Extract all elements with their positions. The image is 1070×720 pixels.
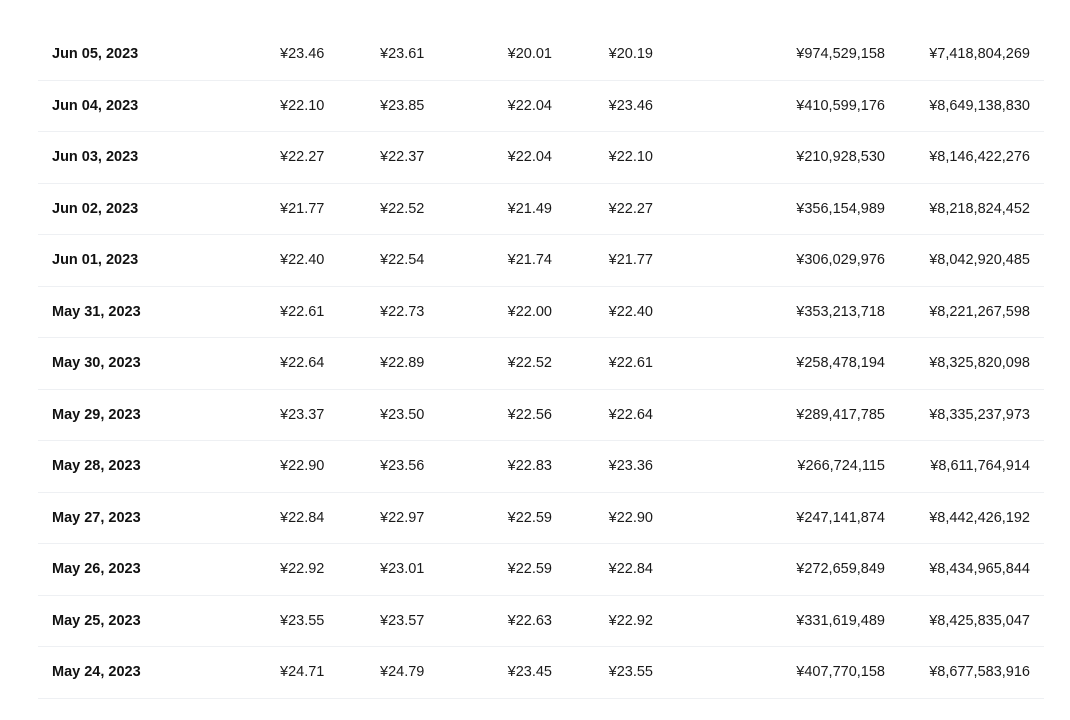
open-price-cell: ¥22.27 — [280, 149, 325, 165]
volume-cell: ¥247,141,874 — [796, 509, 885, 526]
high-price-cell: ¥22.73 — [380, 303, 425, 320]
market-cap-cell: ¥8,146,422,276 — [929, 149, 1030, 165]
table-row — [38, 235, 1044, 287]
open-price-cell: ¥24.71 — [280, 664, 325, 680]
close-price-cell: ¥23.36 — [608, 458, 653, 474]
market-cap-cell: ¥8,425,835,047 — [929, 612, 1030, 629]
volume-cell: ¥353,213,718 — [796, 303, 885, 320]
high-price-cell: ¥23.01 — [380, 561, 425, 577]
high-price-cell: ¥24.79 — [380, 664, 425, 680]
date-cell: Jun 01, 2023 — [52, 252, 139, 268]
low-price-cell: ¥22.04 — [507, 97, 552, 114]
volume-cell: ¥306,029,976 — [796, 252, 885, 268]
close-price-cell: ¥22.61 — [608, 355, 653, 371]
date-cell: Jun 04, 2023 — [52, 97, 139, 114]
low-price-cell: ¥22.63 — [507, 612, 552, 629]
volume-cell: ¥272,659,849 — [796, 561, 885, 577]
low-price-cell: ¥22.00 — [507, 303, 552, 320]
volume-cell: ¥356,154,989 — [796, 200, 885, 217]
date-cell: May 27, 2023 — [52, 509, 141, 526]
close-price-cell: ¥22.84 — [608, 561, 653, 577]
table-row — [38, 390, 1044, 442]
low-price-cell: ¥21.49 — [507, 200, 552, 217]
low-price-cell: ¥22.83 — [507, 458, 552, 474]
high-price-cell: ¥22.54 — [380, 252, 425, 268]
volume-cell: ¥407,770,158 — [796, 664, 885, 680]
close-price-cell: ¥22.40 — [608, 303, 653, 320]
market-cap-cell: ¥8,434,965,844 — [929, 561, 1030, 577]
market-cap-cell: ¥8,218,824,452 — [929, 200, 1030, 217]
table-row — [38, 184, 1044, 236]
close-price-cell: ¥20.19 — [608, 46, 653, 62]
open-price-cell: ¥22.61 — [280, 303, 325, 320]
table-row — [38, 338, 1044, 390]
table-row — [38, 441, 1044, 493]
volume-cell: ¥289,417,785 — [796, 406, 885, 423]
historical-data-table — [38, 29, 1044, 699]
date-cell: May 31, 2023 — [52, 303, 141, 320]
volume-cell: ¥974,529,158 — [796, 46, 885, 62]
table-row — [38, 132, 1044, 184]
low-price-cell: ¥22.04 — [507, 149, 552, 165]
low-price-cell: ¥21.74 — [507, 252, 552, 268]
market-cap-cell: ¥8,042,920,485 — [929, 252, 1030, 268]
close-price-cell: ¥22.27 — [608, 200, 653, 217]
open-price-cell: ¥22.64 — [280, 355, 325, 371]
market-cap-cell: ¥8,335,237,973 — [929, 406, 1030, 423]
low-price-cell: ¥22.52 — [507, 355, 552, 371]
open-price-cell: ¥22.84 — [280, 509, 325, 526]
high-price-cell: ¥23.56 — [380, 458, 425, 474]
market-cap-cell: ¥8,677,583,916 — [929, 664, 1030, 680]
open-price-cell: ¥22.90 — [280, 458, 325, 474]
table-row — [38, 596, 1044, 648]
market-cap-cell: ¥7,418,804,269 — [929, 46, 1030, 62]
low-price-cell: ¥23.45 — [507, 664, 552, 680]
open-price-cell: ¥23.46 — [280, 46, 325, 62]
date-cell: May 28, 2023 — [52, 458, 141, 474]
date-cell: Jun 02, 2023 — [52, 200, 139, 217]
table-row — [38, 81, 1044, 133]
open-price-cell: ¥22.40 — [280, 252, 325, 268]
volume-cell: ¥331,619,489 — [796, 612, 885, 629]
close-price-cell: ¥22.90 — [608, 509, 653, 526]
close-price-cell: ¥23.55 — [608, 664, 653, 680]
high-price-cell: ¥22.97 — [380, 509, 425, 526]
date-cell: May 26, 2023 — [52, 561, 141, 577]
high-price-cell: ¥23.50 — [380, 406, 425, 423]
date-cell: May 30, 2023 — [52, 355, 141, 371]
table-row — [38, 544, 1044, 596]
volume-cell: ¥258,478,194 — [796, 355, 885, 371]
close-price-cell: ¥22.92 — [608, 612, 653, 629]
date-cell: Jun 05, 2023 — [52, 46, 139, 62]
table-body — [38, 29, 1044, 699]
market-cap-cell: ¥8,442,426,192 — [929, 509, 1030, 526]
low-price-cell: ¥22.56 — [507, 406, 552, 423]
table-row — [38, 287, 1044, 339]
high-price-cell: ¥23.61 — [380, 46, 425, 62]
open-price-cell: ¥21.77 — [280, 200, 325, 217]
market-cap-cell: ¥8,221,267,598 — [929, 303, 1030, 320]
open-price-cell: ¥23.55 — [280, 612, 325, 629]
close-price-cell: ¥23.46 — [608, 97, 653, 114]
close-price-cell: ¥22.64 — [608, 406, 653, 423]
high-price-cell: ¥22.89 — [380, 355, 425, 371]
date-cell: May 24, 2023 — [52, 664, 141, 680]
market-cap-cell: ¥8,611,764,914 — [930, 458, 1030, 474]
low-price-cell: ¥20.01 — [507, 46, 552, 62]
market-cap-cell: ¥8,325,820,098 — [929, 355, 1030, 371]
close-price-cell: ¥22.10 — [608, 149, 653, 165]
table-row — [38, 29, 1044, 81]
open-price-cell: ¥22.10 — [280, 97, 325, 114]
open-price-cell: ¥23.37 — [280, 406, 325, 423]
date-cell: Jun 03, 2023 — [52, 149, 139, 165]
table-row — [38, 647, 1044, 699]
high-price-cell: ¥22.37 — [380, 149, 425, 165]
close-price-cell: ¥21.77 — [608, 252, 653, 268]
low-price-cell: ¥22.59 — [507, 561, 552, 577]
date-cell: May 29, 2023 — [52, 406, 141, 423]
high-price-cell: ¥23.57 — [380, 612, 425, 629]
date-cell: May 25, 2023 — [52, 612, 141, 629]
volume-cell: ¥410,599,176 — [796, 97, 885, 114]
market-cap-cell: ¥8,649,138,830 — [929, 97, 1030, 114]
volume-cell: ¥266,724,115 — [797, 458, 885, 474]
volume-cell: ¥210,928,530 — [796, 149, 885, 165]
high-price-cell: ¥22.52 — [380, 200, 425, 217]
high-price-cell: ¥23.85 — [380, 97, 425, 114]
low-price-cell: ¥22.59 — [507, 509, 552, 526]
table-row — [38, 493, 1044, 545]
open-price-cell: ¥22.92 — [280, 561, 325, 577]
